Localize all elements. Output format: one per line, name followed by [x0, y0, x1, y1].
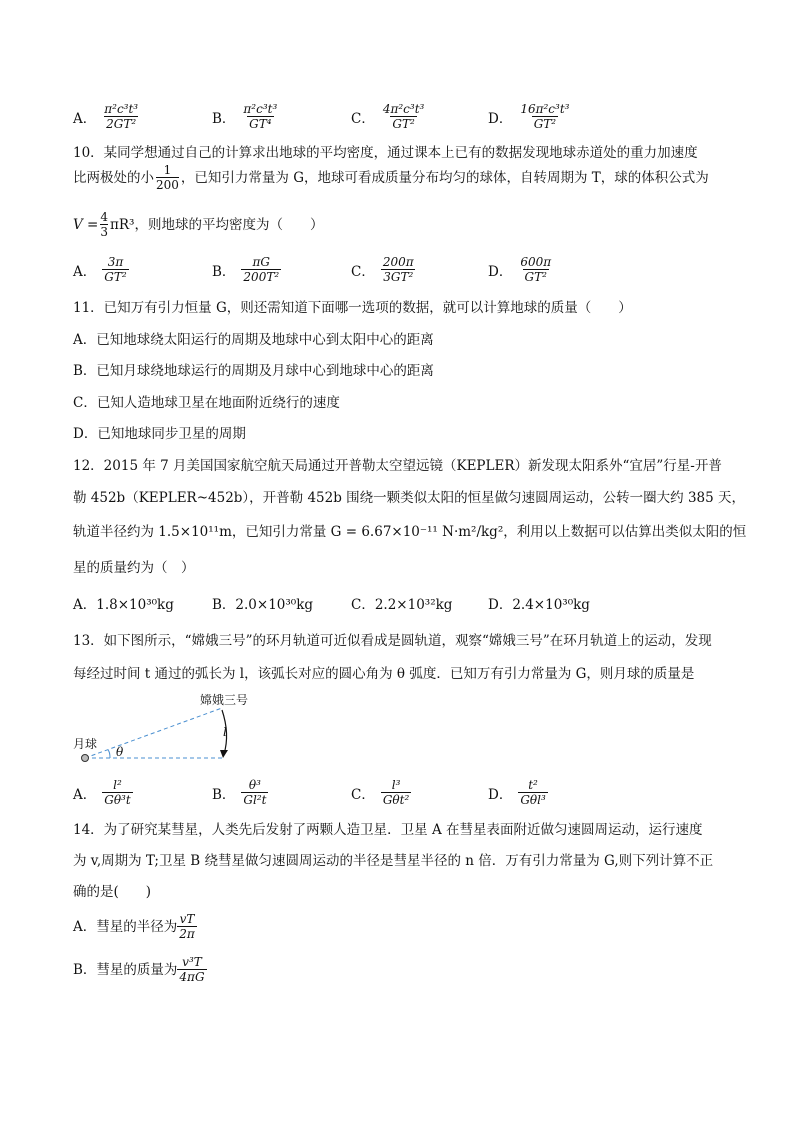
q13-stem-line1: 13．如下图所示，“嫦娥三号”的环月轨道可近似看成是圆轨道，观察“嫦娥三号”在环月轨道上的运动，发现 [73, 633, 712, 649]
q10-stem-line1: 10．某同学想通过自己的计算求出地球的平均密度，通过课本上已有的数据发现地球赤道处的重力加速度 [73, 145, 698, 161]
q10-option-d-fraction: $\frac{600\pi}{\text{GT²}}$ [520, 255, 552, 284]
q10-option-c: C． $\frac{200\pi}{\text{3GT²}}$ [351, 255, 414, 284]
q9-option-b-fraction: $\frac{\text{π²c³t³}}{\text{GT⁴}}$ [243, 102, 278, 131]
q10-stem-line3: V = $\frac{4}{3}$ πR³，则地球的平均密度为（ ） [73, 210, 324, 239]
probe-label: 嫦娥三号 [200, 693, 249, 707]
q10-option-b-fraction: $\frac{\pi G}{\text{200T²}}$ [243, 255, 280, 284]
q9-option-d-fraction: $\frac{\text{16π²c³t³}}{\text{GT²}}$ [520, 102, 570, 131]
q11-option-d: D．已知地球同步卫星的周期 [73, 426, 246, 442]
q12-option-a: A．1.8×10³⁰kg [73, 597, 174, 613]
q12-stem-line4: 星的质量约为（ ） [73, 560, 195, 576]
moon-icon [82, 755, 89, 762]
q12-stem-line3: 轨道半径约为 1.5×10¹¹m，已知引力常量 G = 6.67×10⁻¹¹ N·m²/kg²，利用以上数据可以估算出类似太阳的恒 [73, 524, 747, 540]
q13-option-c: C． $\frac{\text{l³}}{\text{Gθt²}}$ [351, 778, 410, 807]
q9-option-a: A． $\frac{\text{π²c³t³}}{\text{2GT²}}$ [73, 102, 139, 131]
q14-stem-line2: 为 v,周期为 T;卫星 B 绕彗星做匀速圆周运动的半径是彗星半径的 n 倍．万有引力常量为 G,则下列计算不正 [73, 853, 714, 869]
angle-arc [108, 750, 110, 758]
radius-line-upper [85, 708, 222, 758]
q9-option-a-fraction: $\frac{\text{π²c³t³}}{\text{2GT²}}$ [104, 102, 139, 131]
arc-length-label: l [223, 725, 227, 739]
q13-option-d: D． $\frac{\text{t²}}{\text{Gθl³}}$ [488, 778, 546, 807]
q13-orbit-figure [70, 690, 270, 770]
q12-option-c: C．2.2×10³²kg [351, 597, 453, 613]
q11-stem: 11．已知万有引力恒量 G，则还需知道下面哪一选项的数据，就可以计算地球的质量（ ） [73, 300, 632, 316]
q10-option-a: A． $\frac{3\pi}{\text{GT²}}$ [73, 255, 127, 284]
q10-option-b: B． $\frac{\pi G}{\text{200T²}}$ [212, 255, 280, 284]
q10-fraction-1-200: $\frac{1}{200}$ [156, 163, 179, 192]
q9-option-c-fraction: $\frac{\text{4π²c³t³}}{\text{GT²}}$ [382, 102, 425, 131]
q13-option-a: A． $\frac{\text{l²}}{\text{Gθ³t}}$ [73, 778, 131, 807]
q12-stem-line1: 12．2015 年 7 月美国国家航空航天局通过开普勒太空望远镜（KEPLER）新发现太阳系外“宜居”行星-开普 [73, 458, 722, 474]
q13-option-b: B． $\frac{\text{θ³}}{\text{Gl²t}}$ [212, 778, 267, 807]
q11-option-c: C．已知人造地球卫星在地面附近绕行的速度 [73, 395, 340, 411]
theta-label: θ [116, 745, 124, 759]
moon-label: 月球 [73, 737, 98, 751]
q12-stem-line2: 勒 452b（KEPLER~452b），开普勒 452b 围绕一颗类似太阳的恒星做匀速圆周运动，公转一圈大约 385 天， [73, 490, 746, 506]
q13-option-a-fraction: $\frac{\text{l²}}{\text{Gθ³t}}$ [104, 778, 131, 807]
q14-option-a: A．彗星的半径为 $\frac{vT}{2\pi}$ [73, 912, 195, 941]
arrow-head-icon [220, 750, 228, 758]
q14-option-b-fraction: $\frac{\text{v³T}}{4\pi G}$ [179, 955, 205, 984]
q9-option-b: B． $\frac{\text{π²c³t³}}{\text{GT⁴}}$ [212, 102, 278, 131]
q14-option-a-fraction: $\frac{vT}{2\pi}$ [179, 912, 195, 941]
q13-stem-line2: 每经过时间 t 通过的弧长为 l，该弧长对应的圆心角为 θ 弧度．已知万有引力常量为 G，则月球的质量是 [73, 666, 695, 682]
q10-option-c-fraction: $\frac{200\pi}{\text{3GT²}}$ [382, 255, 414, 284]
q14-stem-line3: 确的是( ) [73, 884, 152, 900]
q13-option-d-fraction: $\frac{\text{t²}}{\text{Gθl³}}$ [520, 778, 546, 807]
q10-option-d: D． $\frac{600\pi}{\text{GT²}}$ [488, 255, 552, 284]
q9-option-d: D． $\frac{\text{16π²c³t³}}{\text{GT²}}$ [488, 102, 570, 131]
q11-option-b: B．已知月球绕地球运行的周期及月球中心到地球中心的距离 [73, 363, 434, 379]
q10-stem-line2: 比两极处的小 $\frac{1}{200}$ ，已知引力常量为 G，地球可看成质量分布均匀的球体，自转周期为 T，球的体积公式为 [73, 163, 709, 192]
q12-option-d: D．2.4×10³⁰kg [488, 597, 590, 613]
q14-option-b: B．彗星的质量为 $\frac{\text{v³T}}{4\pi G}$ [73, 955, 205, 984]
q12-option-b: B．2.0×10³⁰kg [212, 597, 314, 613]
q10-fraction-4-3: $\frac{4}{3}$ [100, 210, 108, 239]
q13-option-b-fraction: $\frac{\text{θ³}}{\text{Gl²t}}$ [243, 778, 267, 807]
q9-option-c: C． $\frac{\text{4π²c³t³}}{\text{GT²}}$ [351, 102, 425, 131]
q14-stem-line1: 14．为了研究某彗星，人类先后发射了两颗人造卫星．卫星 A 在彗星表面附近做匀速圆周运动，运行速度 [73, 822, 703, 838]
q11-option-a: A．已知地球绕太阳运行的周期及地球中心到太阳中心的距离 [73, 332, 434, 348]
q13-option-c-fraction: $\frac{\text{l³}}{\text{Gθt²}}$ [382, 778, 410, 807]
q10-option-a-fraction: $\frac{3\pi}{\text{GT²}}$ [104, 255, 127, 284]
